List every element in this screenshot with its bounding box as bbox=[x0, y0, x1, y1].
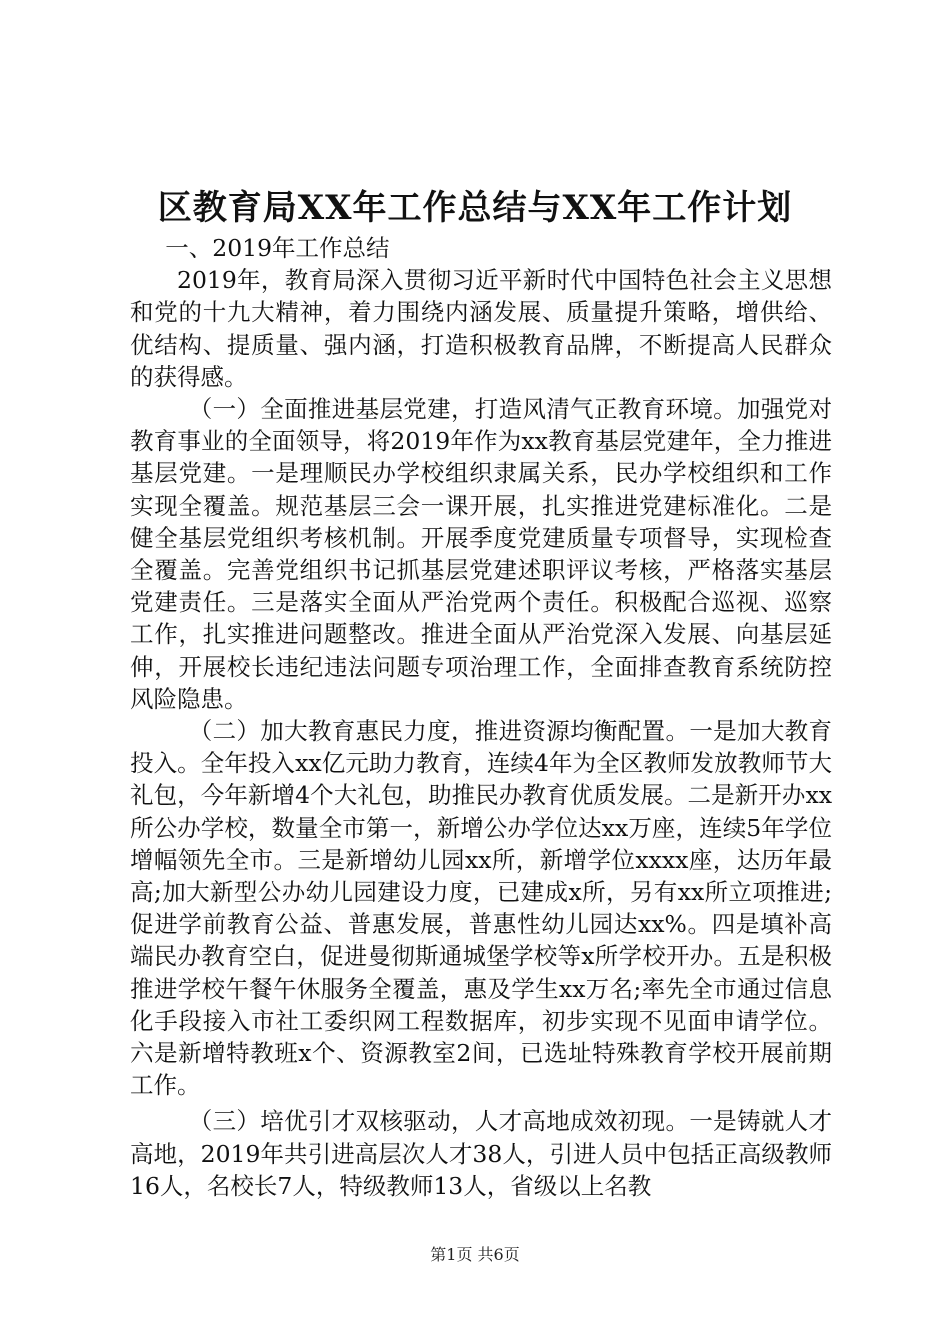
section-heading: 一、2019年工作总结 bbox=[165, 234, 390, 262]
paragraph-intro: 2019年，教育局深入贯彻习近平新时代中国特色社会主义思想和党的十九大精神，着力围绕内涵发展、质量提升策略，增供给、优结构、提质量、强内涵，打造积极教育品牌，不断提高人民群众的获得感。 bbox=[130, 266, 832, 391]
document-title: 区教育局XX年工作总结与XX年工作计划 bbox=[157, 188, 793, 228]
paragraph-section-2: （二）加大教育惠民力度，推进资源均衡配置。一是加大教育投入。全年投入xx亿元助力教育，连续4年为全区教师发放教师节大礼包，今年新增4个大礼包，助推民办教育优质发展。二是新开办xx所公办学校，数量全市第一，新增公办学位达xx万座，连续5年学位增幅领先全市。三是新增幼儿园xx所，新增学位xxxx座，达历年最高;加大新型公办幼儿园建设力度，已建成x所，另有xx所立项推进;促进学前教育公益、普惠发展，普惠性幼儿园达xx%。四是填补高端民办教育空白，促进曼彻斯通城堡学校等x所学校开办。五是积极推进学校午餐午休服务全覆盖，惠及学生xx万名;率先全市通过信息化手段接入市社工委织网工程数据库，初步实现不见面申请学位。六是新增特教班x个、资源教室2间，已选址特殊教育学校开展前期工作。 bbox=[130, 717, 832, 1100]
document-body bbox=[130, 232, 832, 1202]
paragraph-section-1: （一）全面推进基层党建，打造风清气正教育环境。加强党对教育事业的全面领导，将2019年作为xx教育基层党建年，全力推进基层党建。一是理顺民办学校组织隶属关系，民办学校组织和工作实现全覆盖。规范基层三会一课开展，扎实推进党建标准化。二是健全基层党组织考核机制。开展季度党建质量专项督导，实现检查全覆盖。完善党组织书记抓基层党建述职评议考核，严格落实基层党建责任。三是落实全面从严治党两个责任。积极配合巡视、巡察工作，扎实推进问题整改。推进全面从严治党深入发展、向基层延伸，开展校长违纪违法问题专项治理工作，全面排查教育系统防控风险隐患。 bbox=[130, 395, 832, 713]
page-footer: 第1页 共6页 bbox=[430, 1245, 520, 1264]
paragraph-section-3: （三）培优引才双核驱动，人才高地成效初现。一是铸就人才高地，2019年共引进高层次人才38人，引进人员中包括正高级教师16人，名校长7人，特级教师13人，省级以上名教 bbox=[130, 1107, 832, 1200]
